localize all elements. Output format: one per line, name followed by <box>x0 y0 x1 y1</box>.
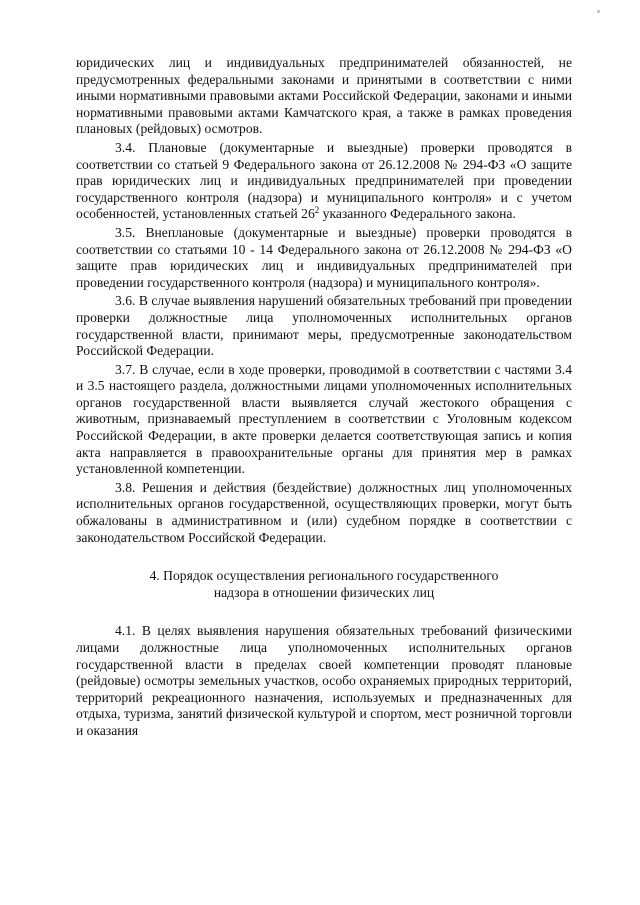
paragraph-3-6: 3.6. В случае выявления нарушений обязательных требований при проведении проверки должностные лица уполномоченных исполнительных органов государственной власти, принимают меры, предусмотренные законодательством Российской Федерации. <box>76 293 572 359</box>
paragraph-3-7: 3.7. В случае, если в ходе проверки, проводимой в соответствии с частями 3.4 и 3.5 настоящего раздела, должностными лицами уполномоченных исполнительных органов государственной власти выявляется случай жестокого обращения с животным, признаваемый преступлением в соответствии с Уголовным кодексом Российской Федерации, в акте проверки делается соответствующая запись и копия акта направляется в правоохранительные органы для принятия мер в рамках установленной компетенции. <box>76 361 572 477</box>
paragraph-3-5: 3.5. Внеплановые (документарные и выездные) проверки проводятся в соответствии со статьями 10 - 14 Федерального закона от 26.12.2008 № 294-ФЗ «О защите прав юридических лиц и индивидуальных предпринимателей при проведении государственного контроля (надзора) и муниципального контроля». <box>76 224 572 290</box>
paragraph-3-4-text: 3.4. Плановые (документарные и выездные) проверки проводятся в соответствии со статьей 9 Федерального закона от 26.12.2008 № 294-ФЗ «О защите прав юридических лиц и индивидуальных предпринимателей при проведении государственного контроля (надзора) и муниципального контроля» и с учетом особенностей, установленных статьей 26 <box>76 139 572 222</box>
paragraph-4-1: 4.1. В целях выявления нарушения обязательных требований физическими лицами должностные лица уполномоченных исполнительных органов государственной власти в пределах своей компетенции проводят плановые (рейдовые) осмотры земельных участков, особо охраняемых природных территорий, территорий рекреационного назначения, используемых и предназначенных для отдыха, туризма, занятий физической культурой и спортом, мест розничной торговли и оказания <box>76 623 572 738</box>
scan-dot <box>597 10 600 13</box>
section-heading-line-2: надзора в отношении физических лиц <box>213 584 435 600</box>
section-heading-line-1: 4. Порядок осуществления регионального государственного <box>149 568 499 584</box>
paragraph-3-4 <box>76 140 572 223</box>
paragraph-continuation: юридических лиц и индивидуальных предпринимателей обязанностей, не предусмотренных федеральными законами и принятыми в соответствии с ними иными нормативными правовыми актами Российской Федерации, законами и иными нормативными правовыми актами Камчатского края, а также в рамках проведения плановых (рейдовых) осмотров. <box>76 55 572 137</box>
paragraph-3-4-tail: указанного Федерального закона. <box>319 206 516 222</box>
paragraph-3-8: 3.8. Решения и действия (бездействие) должностных лиц уполномоченных исполнительных органов государственной, осуществляющих проверки, могут быть обжалованы в административном и (или) судебном порядке в соответствии с законодательством Российской Федерации. <box>76 479 572 545</box>
section-heading <box>76 568 572 601</box>
document-body <box>76 55 572 742</box>
superscript: 2 <box>314 205 320 216</box>
